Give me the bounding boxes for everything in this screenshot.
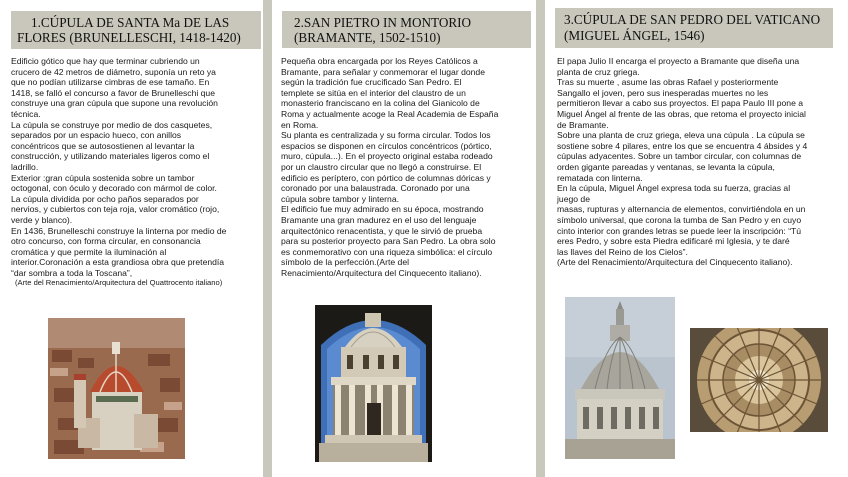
source-caption: (Arte del Renacimiento/Arquitectura del Quattrocento italiano) [15, 278, 223, 288]
panel-body [557, 56, 847, 268]
body-line: Bramante una gran madurez en el uso del lenguaje [281, 214, 477, 225]
body-line: Bramante, para señalar y conmemorar el lugar donde [281, 66, 485, 77]
body-line: Miguel Ángel al frente de las obras, que retoma el proyecto inicial [557, 108, 806, 119]
body-line: técnica. [11, 108, 41, 119]
body-line: La cúpula se construye por medio de dos casquetes, [11, 119, 213, 130]
body-line: otro concurso, con forma circular, en consonancia [11, 236, 201, 247]
body-line: construcción, y utilizando materiales ligeros como el [11, 151, 210, 162]
body-line: eres Pedro, y sobre esta Piedra edificaré mi Iglesia, y te daré [557, 236, 790, 247]
body-line: planta de cruz griega. [557, 66, 640, 77]
body-line: arquitectónico renacentista, y que le sirvió de prueba [281, 225, 483, 236]
panel-santa-maria-flores [0, 0, 263, 477]
body-line: rematada con linterna. [557, 172, 643, 183]
panel-body [281, 56, 533, 278]
body-line: permitieron llevar a cabo sus proyectos. El papa Paulo III pone a [557, 98, 804, 109]
body-line: cúpula sobre tambor y linterna. [281, 193, 399, 204]
tempietto-photo [315, 305, 432, 462]
column-divider [536, 0, 545, 477]
body-line: El edificio fue muy admirado en su época, mostrando [281, 204, 484, 215]
body-line: espacios se disponen en círculos concéntricos (pórtico, [281, 140, 492, 151]
body-line: Exterior :gran cúpula sostenida sobre un tambor [11, 172, 195, 183]
panel-title-line: (BRAMANTE, 1502-1510) [294, 30, 441, 45]
body-line: ladrillo. [11, 161, 39, 172]
body-line: Su planta es centralizada y su forma circular. Todos los [281, 130, 491, 141]
body-line: nervios, y cubiertos con teja roja, valor cromático (rojo, [11, 204, 220, 215]
body-line: coronado por una balaustrada. Coronado por una [281, 183, 470, 194]
body-line: las llaves del Reino de los Cielos”. [557, 246, 688, 257]
body-line: según la tradición fue crucificado San Pedro. El [281, 77, 462, 88]
body-line: cinto interior con grandes letras se puede leer la inscripción: “Tú [557, 225, 802, 236]
body-line: sostiene sobre 4 pilares, entre los que se encuentra 4 ábsides y 4 [557, 140, 808, 151]
panel-title [11, 11, 261, 49]
st-peters-dome-interior-photo [690, 328, 828, 432]
body-line: interior.Coronación a esta grandiosa obra que pretendía [11, 257, 225, 268]
body-line: monasterio franciscano en la colina del Gianicolo de [281, 98, 480, 109]
body-line: “dar sombra a toda la Toscana”, [11, 267, 133, 278]
body-line: orden gigante pareadas y ventanas, se levanta la cúpula, [557, 161, 775, 172]
body-line: Pequeña obra encargada por los Reyes Católicos a [281, 56, 478, 66]
body-line: verde y blanco). [11, 214, 73, 225]
body-line: templete se sitúa en el interior del claustro de un [281, 87, 466, 98]
panel-title [282, 11, 531, 48]
body-line: Roma y actualmente acoge la Real Academia de España [281, 108, 499, 119]
panel-title-line: FLORES (BRUNELLESCHI, 1418-1420) [17, 30, 241, 45]
body-line: en Roma. [281, 119, 319, 130]
body-line: que no podían utilizarse cimbras de ese tamaño. En [11, 77, 210, 88]
panel-title-line: 3.CÚPULA DE SAN PEDRO DEL VATICANO [564, 12, 821, 27]
body-line: La cúpula dividida por ocho paños separados por [11, 193, 199, 204]
body-line: construye una gran cúpula que supone una revolución [11, 98, 218, 109]
body-line: En la cúpula, Miguel Ángel expresa toda su fuerza, gracias al [557, 183, 791, 194]
body-line: Sobre una planta de cruz griega, eleva una cúpula . La cúpula se [557, 130, 805, 141]
body-line: símbolo de la perfección.(Arte del [281, 257, 410, 268]
panel-title [555, 8, 833, 48]
body-line: separados por un espacio hueco, con anillos [11, 130, 182, 141]
body-line: cúpulas adyacentes. Sobre un tambor circular, con columnas de [557, 151, 802, 162]
panel-title-line: 2.SAN PIETRO IN MONTORIO [294, 15, 472, 30]
body-line: por un claustro circular que no llegó a construirse. El [281, 161, 482, 172]
body-line: Edificio gótico que hay que terminar cubriendo un [11, 56, 200, 66]
panel-title-line: 1.CÚPULA DE SANTA Ma DE LAS [31, 15, 230, 30]
body-line: es conmemorativo con una riqueza simbólica: el círculo [281, 246, 493, 257]
column-divider [263, 0, 272, 477]
florence-dome-photo [48, 318, 185, 459]
body-line: muro, cúpula...). En el proyecto original estaba rodeado [281, 151, 493, 162]
body-line: (Arte del Renacimiento/Arquitectura del Cinquecento italiano). [557, 257, 793, 268]
body-line: edificio es períptero, con pórtico de columnas dóricas y [281, 172, 491, 183]
panel-body [11, 56, 261, 287]
body-line: concéntricos que se autosostienen al levantar la [11, 140, 195, 151]
body-line: masas, rupturas y alternancia de elementos, convirtiéndola en un [557, 204, 806, 215]
st-peters-dome-exterior-photo [565, 297, 675, 459]
body-line: Tras su muerte , asume las obras Rafael y posteriormente [557, 77, 779, 88]
body-line: Renacimiento/Arquitectura del Cinquecento italiano). [281, 267, 482, 278]
body-line: En 1436, Brunelleschi construye la linterna por medio de [11, 225, 227, 236]
body-line: crucero de 42 metros de diámetro, suponía un reto ya [11, 66, 216, 77]
body-line: El papa Julio II encarga el proyecto a Bramante que diseña una [557, 56, 800, 66]
body-line: de Bramante. [557, 119, 609, 130]
panel-title-line: (MIGUEL ÁNGEL, 1546) [564, 28, 705, 43]
body-line: para su posterior proyecto para San Pedro. La obra solo [281, 236, 496, 247]
body-line: octogonal, con óculo y decorado con mármol de color. [11, 183, 217, 194]
body-line: juego de [557, 193, 590, 204]
body-line: 1418, se falló el concurso a favor de Brunelleschi que [11, 87, 215, 98]
body-line: Sangallo el joven, pero sus inesperadas muertes no les [557, 87, 769, 98]
panel-san-pedro-vaticano [545, 0, 848, 477]
body-line: símbolo universal, que corona la tumba de San Pedro y en cuyo [557, 214, 802, 225]
panel-san-pietro-montorio [272, 0, 536, 477]
body-line: cromática y que permite la iluminación al [11, 246, 167, 257]
